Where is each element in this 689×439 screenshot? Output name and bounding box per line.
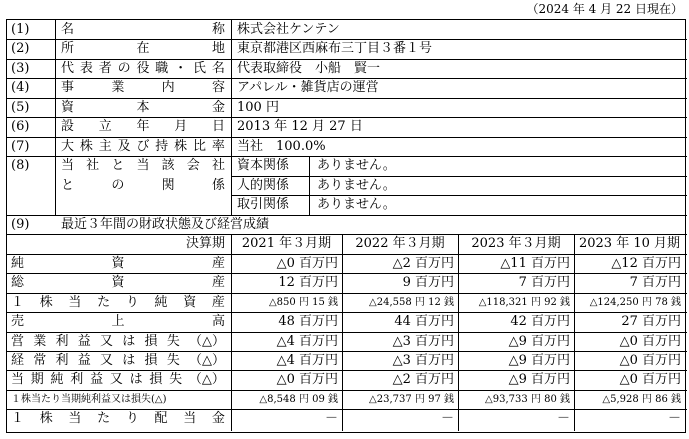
- relation-value: ありません。: [317, 177, 396, 193]
- financial-value: △24,558 円 12 銭: [369, 296, 454, 308]
- item-value: 東京都港区西麻布三丁目３番１号: [237, 41, 433, 57]
- financial-value: △12 百万円: [611, 255, 681, 271]
- financial-value: △3 百万円: [392, 333, 454, 349]
- relation-value: ありません。: [317, 197, 396, 213]
- financial-col-divider: [574, 234, 575, 431]
- financial-row-label: 営 業 利 益 又 は 損 失 （△）: [11, 333, 225, 349]
- financial-value: △0 百万円: [619, 333, 681, 349]
- financial-value: △0 百万円: [276, 372, 338, 388]
- relation-label-line2: と の 関 係: [61, 177, 225, 193]
- financial-value: △124,250 円 78 銭: [589, 296, 681, 308]
- financial-col-divider: [342, 234, 343, 431]
- financial-value: 42 百万円: [510, 314, 570, 330]
- financial-value: △11 百万円: [500, 255, 570, 271]
- financial-row-label: 売 上 高: [11, 314, 225, 330]
- item-label: 設 立 年 月 日: [61, 119, 225, 135]
- financial-value: △93,733 円 80 銭: [485, 393, 570, 405]
- relation-type: 資本関係: [237, 158, 290, 174]
- financial-value: －: [556, 411, 570, 427]
- item-value: 100 円: [237, 99, 279, 115]
- financial-value: △2 百万円: [392, 372, 454, 388]
- financial-row-label: １ 株 当 た り 配 当 金: [11, 411, 225, 427]
- financial-value: 12 百万円: [278, 275, 338, 291]
- item-number: (2): [11, 41, 30, 57]
- financial-value: △3 百万円: [392, 352, 454, 368]
- as-of-date: （2024 年 4 月 22 日現在）: [526, 2, 683, 16]
- financial-value: △4 百万円: [276, 333, 338, 349]
- financial-value: △8,548 円 09 銭: [259, 393, 338, 405]
- item-number: (8): [11, 158, 30, 174]
- item-number: (4): [11, 80, 30, 96]
- item-number: (9): [11, 216, 30, 232]
- period-header: 2023 年３月期: [471, 236, 561, 252]
- financial-col-divider: [231, 234, 232, 431]
- financial-value: △0 百万円: [619, 352, 681, 368]
- financial-value: △23,737 円 97 銭: [369, 393, 454, 405]
- financial-value: △5,928 円 86 銭: [602, 393, 681, 405]
- item-label: 資 本 金: [61, 99, 225, 115]
- financial-value: －: [324, 411, 338, 427]
- financial-value: △9 百万円: [508, 352, 570, 368]
- period-header: 2022 年３月期: [355, 236, 445, 252]
- financial-row-label: 当 期 純 利 益 又 は 損 失 （△）: [11, 372, 225, 388]
- financial-value: △0 百万円: [619, 372, 681, 388]
- financial-value: △9 百万円: [508, 333, 570, 349]
- item-value: 代表取締役 小船 賢一: [237, 60, 381, 76]
- relation-label-line1: 当 社 と 当 該 会 社: [61, 158, 225, 174]
- item-label: 事 業 内 容: [61, 80, 225, 96]
- item-label: 名 称: [61, 22, 225, 37]
- item-value: 2013 年 12 月 27 日: [237, 119, 363, 135]
- financial-title: 最近３年間の財政状態及び経営成績: [61, 216, 270, 232]
- period-header: 2023 年 10 月期: [578, 236, 681, 252]
- company-overview-table: [6, 19, 686, 433]
- item-number: (1): [11, 22, 30, 37]
- financial-value: －: [667, 411, 681, 427]
- financial-value: △118,321 円 92 銭: [478, 296, 570, 308]
- financial-value: △4 百万円: [276, 352, 338, 368]
- financial-row-label: １株当たり当期純利益又は損失(△): [11, 393, 167, 405]
- relation-type: 取引関係: [237, 197, 290, 213]
- label-col-divider: [231, 20, 232, 215]
- item-value: アパレル・雑貨店の運営: [237, 80, 379, 96]
- item-number: (6): [11, 119, 30, 135]
- item-value: 株式会社ケンテン: [237, 22, 340, 37]
- financial-value: 7 百万円: [518, 275, 570, 291]
- period-label: 決算期: [185, 236, 225, 252]
- period-header: 2021 年３月期: [241, 236, 332, 252]
- item-value: 当社 100.0%: [237, 138, 326, 154]
- item-label: 代 表 者 の 役 職 ・ 氏 名: [61, 60, 225, 76]
- item-label: 大 株 主 及 び 持 株 比 率: [61, 138, 225, 154]
- financial-row-label: 純 資 産: [11, 255, 225, 271]
- financial-row-label: 経 常 利 益 又 は 損 失 （△）: [11, 352, 225, 368]
- item-number: (3): [11, 60, 30, 76]
- number-col-divider: [55, 20, 56, 215]
- financial-value: △9 百万円: [508, 372, 570, 388]
- relation-value: ありません。: [317, 158, 396, 174]
- financial-value: 44 百万円: [394, 314, 454, 330]
- item-label: 所 在 地: [61, 41, 225, 57]
- relation-col-divider: [309, 156, 310, 214]
- financial-value: △850 円 15 銭: [268, 296, 338, 308]
- financial-value: △0 百万円: [276, 255, 338, 271]
- item-number: (5): [11, 99, 30, 115]
- relation-row-divider: [231, 176, 687, 177]
- financial-value: －: [440, 411, 454, 427]
- financial-value: 9 百万円: [402, 275, 454, 291]
- relation-row-divider: [231, 195, 687, 196]
- financial-value: 7 百万円: [629, 275, 681, 291]
- financial-value: 48 百万円: [278, 314, 338, 330]
- financial-value: 27 百万円: [621, 314, 681, 330]
- item-number: (7): [11, 138, 30, 154]
- financial-col-divider: [458, 234, 459, 431]
- financial-value: △2 百万円: [392, 255, 454, 271]
- relation-type: 人的関係: [237, 177, 290, 193]
- financial-row-label: 総 資 産: [11, 275, 225, 291]
- financial-row-label: １ 株 当 た り 純 資 産: [11, 294, 225, 310]
